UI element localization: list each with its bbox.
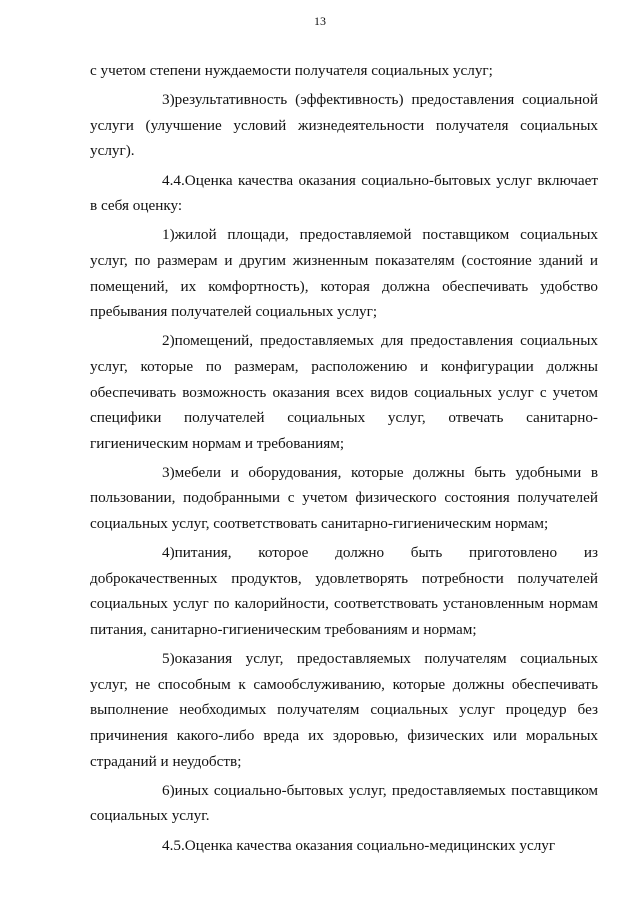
section-4-4 <box>90 168 598 219</box>
document-body <box>90 58 598 862</box>
list-item-5-services <box>90 646 598 774</box>
paragraph-text: результативность (эффективность) предоставления социальной услуги (улучшение условий жизнедеятельности получателя социальных услуг). <box>90 91 598 160</box>
page-number: 13 <box>314 14 326 28</box>
paragraph-text: жилой площади, предоставляемой поставщиком социальных услуг, по размерам и другим жизненным показателям (состояние зданий и помещений, их комфортность), которая должна обеспечивать удобство пребывания получателей социальных услуг; <box>90 226 598 321</box>
item-number: 4) <box>162 544 175 562</box>
paragraph-text: с учетом степени нуждаемости получателя социальных услуг; <box>90 62 493 79</box>
list-item-1-living-space <box>90 222 598 324</box>
list-item-3-furniture <box>90 460 598 537</box>
paragraph-text: Оценка качества оказания социально-медицинских услуг <box>184 836 556 854</box>
item-number: 3) <box>162 463 175 481</box>
paragraph-text: питания, которое должно быть приготовлено из доброкачественных продуктов, удовлетворять потребности получателей социальных услуг по калорийности, соответствовать установленным нормам питания, санитарно-гигиеническим требованиям и нормам; <box>90 544 598 639</box>
list-item-3-effectiveness <box>90 87 598 164</box>
item-number: 5) <box>162 650 175 668</box>
paragraph-continuation <box>90 58 598 84</box>
paragraph-text: оказания услуг, предоставляемых получателям социальных услуг, не способным к самообслуживанию, которые должны обеспечивать выполнение необходимых получателям социальных услуг процедур без причинения какого-либо вреда их здоровью, физических или моральных страданий и неудобств; <box>90 650 598 770</box>
section-4-5 <box>90 833 598 859</box>
list-item-2-premises <box>90 328 598 456</box>
item-number: 6) <box>162 781 175 799</box>
item-number: 2) <box>162 332 175 350</box>
section-number: 4.4. <box>162 171 185 189</box>
item-number: 3) <box>162 91 175 109</box>
paragraph-text: иных социально-бытовых услуг, предоставляемых поставщиком социальных услуг. <box>90 781 598 825</box>
paragraph-text: мебели и оборудования, которые должны быть удобными в пользовании, подобранными с учетом физического состояния получателей социальных услуг, соответствовать санитарно-гигиеническим нормам; <box>90 463 598 533</box>
paragraph-text: Оценка качества оказания социально-бытовых услуг включает в себя оценку: <box>90 171 598 215</box>
paragraph-text: помещений, предоставляемых для предоставления социальных услуг, которые по размерам, расположению и конфигурации должны обеспечивать возможность оказания всех видов социальных услуг с учетом специфики получателей социальных услуг, отвечать санитарно-гигиеническим нормам и требованиям; <box>90 332 598 452</box>
list-item-4-food <box>90 540 598 642</box>
list-item-6-other-services <box>90 778 598 829</box>
section-number: 4.5. <box>162 836 185 854</box>
item-number: 1) <box>162 226 175 244</box>
